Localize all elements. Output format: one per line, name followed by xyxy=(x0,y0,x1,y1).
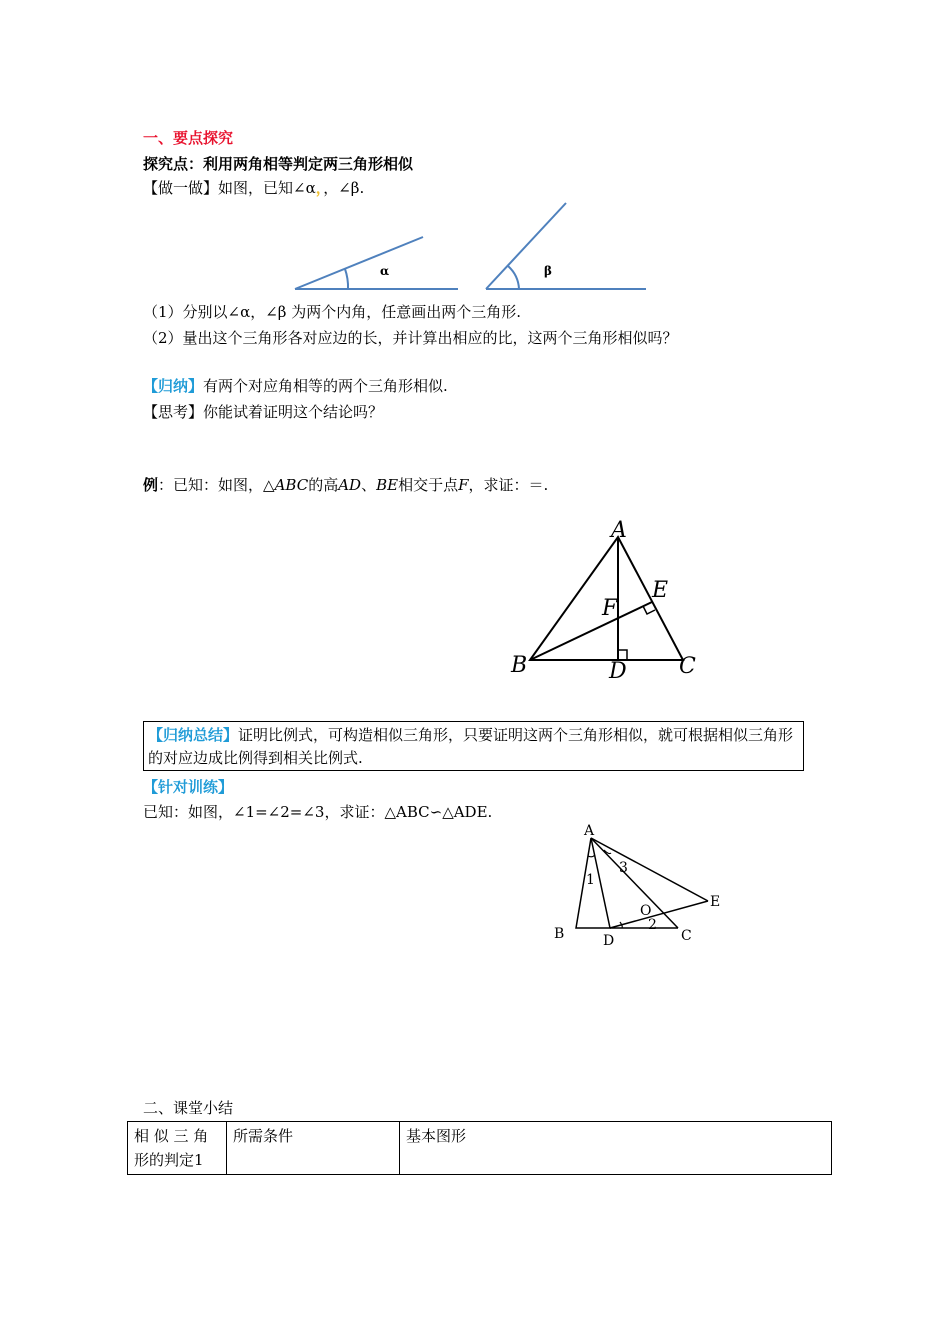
try-it-text-a: 如图，已知∠α xyxy=(218,179,316,197)
table-cell-figure: 基本图形 xyxy=(400,1122,832,1175)
angle-alpha xyxy=(295,237,458,289)
label-F: F xyxy=(602,596,618,621)
think-line xyxy=(143,402,383,422)
label2-E: E xyxy=(710,894,721,910)
label-E: E xyxy=(652,578,669,603)
label2-1: 1 xyxy=(586,872,595,888)
label2-2: 2 xyxy=(648,917,657,933)
example-label: 例 xyxy=(143,476,159,494)
think-tag: 【思考】 xyxy=(143,403,204,421)
section2-title: 二、课堂小结 xyxy=(143,1099,234,1117)
example-f: F xyxy=(458,476,469,494)
think-text: 你能试着证明这个结论吗？ xyxy=(203,403,384,421)
summary-text: 证明比例式，可构造相似三角形，只要证明这两个三角形相似，就可根据相似三角形的对应边成比例得到相关比例式. xyxy=(148,726,794,767)
triangle-abc-figure xyxy=(500,515,710,685)
label-A: A xyxy=(611,518,627,543)
example-ad: AD xyxy=(338,476,362,494)
induce-text: 有两个对应角相等的两个三角形相似. xyxy=(203,377,448,395)
table-cell-conditions: 所需条件 xyxy=(227,1122,400,1175)
example-seg5: ，求证：＝. xyxy=(468,476,549,494)
example-seg1: ：已知：如图，△ xyxy=(158,476,275,494)
training-text: 已知：如图，∠1=∠2=∠3，求证：△ABC∽△ADE. xyxy=(143,803,493,821)
label2-A: A xyxy=(584,823,595,839)
label2-O: O xyxy=(640,903,652,919)
label2-B: B xyxy=(554,926,565,942)
label2-C: C xyxy=(681,928,692,944)
summary-tag: 【归纳总结】 xyxy=(148,726,239,744)
try-it-dot: ， xyxy=(315,179,324,197)
label2-3: 3 xyxy=(619,860,628,876)
section-title: 一、要点探究 xyxy=(143,129,234,147)
table-row xyxy=(128,1122,832,1175)
summary-table xyxy=(127,1121,832,1175)
beta-label: β xyxy=(544,264,552,278)
question-1: （1）分别以∠α，∠β 为两个内角，任意画出两个三角形. xyxy=(143,303,522,321)
alpha-label: α xyxy=(380,264,390,278)
induce-tag: 【归纳】 xyxy=(143,377,204,395)
example-line xyxy=(143,475,548,495)
induce-line xyxy=(143,376,448,396)
explore-point-heading: 探究点：利用两角相等判定两三角形相似 xyxy=(143,155,414,173)
example-be: BE xyxy=(376,476,399,494)
angle-beta xyxy=(486,203,646,289)
table-cell-topic: 相 似 三 角形的判定1 xyxy=(128,1122,227,1175)
label-B: B xyxy=(511,653,528,678)
angles-figure xyxy=(280,195,660,300)
example-seg3: 、 xyxy=(361,476,377,494)
triangle-ade-figure xyxy=(548,822,728,952)
example-seg4: 相交于点 xyxy=(398,476,459,494)
summary-box xyxy=(143,721,804,771)
training-tag: 【针对训练】 xyxy=(143,778,234,796)
example-seg2: 的高 xyxy=(308,476,339,494)
question-2: （2）量出这个三角形各对应边的长，并计算出相应的比，这两个三角形相似吗？ xyxy=(143,329,678,347)
try-it-tag: 【做一做】 xyxy=(143,179,219,197)
label2-D: D xyxy=(603,933,615,949)
example-abc: ABC xyxy=(274,476,309,494)
try-it-text-b: ，∠β. xyxy=(323,179,365,197)
label-C: C xyxy=(679,654,696,679)
label-D: D xyxy=(609,659,627,684)
